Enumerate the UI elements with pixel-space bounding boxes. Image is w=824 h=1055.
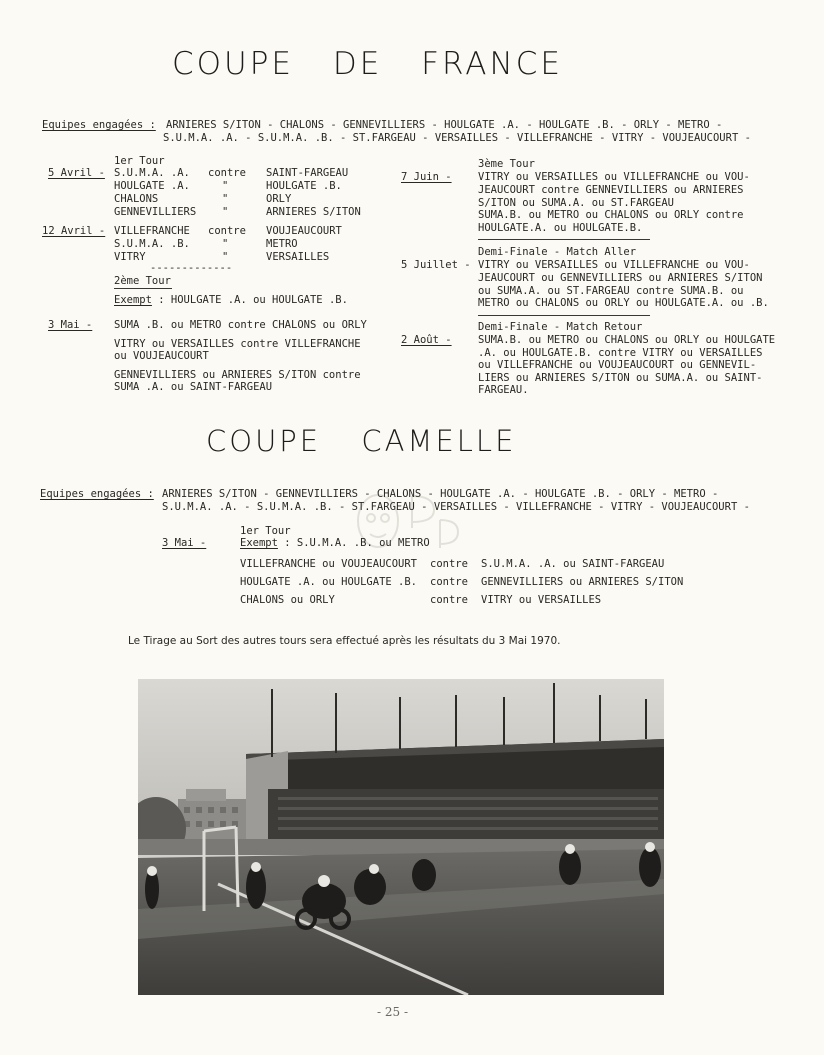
cc-row-2-contre: contre	[430, 594, 468, 606]
cdf-tour2-match3-l2: SUMA .A. ou SAINT-FARGEAU	[114, 381, 273, 393]
cc-equipes-line2: S.U.M.A. .A. - S.U.M.A. .B. - ST.FARGEAU - VERSAILLES - VILLEFRANCHE - VITRY - VOUJEAUCOURT -	[162, 501, 750, 513]
cc-row-1-contre: contre	[430, 576, 468, 588]
cdf-tour3-date: 7 Juin -	[401, 171, 452, 183]
cc-row-2-left: CHALONS ou ORLY	[240, 594, 335, 606]
cdf-tour1-right-1: HOULGATE .B.	[266, 180, 342, 192]
cdf-tour3-line-4: HOULGATE.A. ou HOULGATE.B.	[478, 222, 643, 234]
cc-equipes-label: Equipes engagées :	[40, 488, 154, 500]
coupe-camelle-title: COUPE CAMELLE	[206, 424, 517, 458]
cc-row-2-right: VITRY ou VERSAILLES	[481, 594, 602, 606]
cdf-demi-aller-line-2: ou SUMA.A. ou ST.FARGEAU contre SUMA.B. ou	[478, 285, 744, 297]
cdf-tour2-match2-l1: VITRY ou VERSAILLES contre VILLEFRANCHE	[114, 338, 361, 350]
cdf-tour1-contre-1: "	[222, 180, 229, 192]
cdf-tour1-contre-0: contre	[208, 167, 246, 179]
cdf-tour3-heading: 3ème Tour	[478, 158, 535, 170]
cdf-tour1-left-2: CHALONS	[114, 193, 159, 205]
cdf-demi-retour-date: 2 Août -	[401, 334, 452, 346]
cdf-tour3-line-3: SUMA.B. ou METRO ou CHALONS ou ORLY contre	[478, 209, 744, 221]
cdf-separator: -------------	[150, 262, 233, 274]
cdf-tour3-line-0: VITRY ou VERSAILLES ou VILLEFRANCHE ou VOU-	[478, 171, 750, 183]
cdf-tour2-date: 3 Mai -	[48, 319, 93, 331]
cdf-tour1-left-0: S.U.M.A. .A.	[114, 167, 190, 179]
cdf-tour3-divider	[478, 239, 650, 240]
cdf-equipes-label: Equipes engagées :	[42, 119, 156, 131]
cc-tour1-date: 3 Mai -	[162, 537, 207, 549]
cdf-tour2-exempt: Exempt : HOULGATE .A. ou HOULGATE .B.	[114, 294, 348, 306]
cdf-demi-aller-date: 5 Juillet -	[401, 259, 471, 271]
cc-row-1-right: GENNEVILLIERS ou ARNIERES S/ITON	[481, 576, 684, 588]
page-number: - 25 -	[377, 1005, 409, 1019]
cc-tour1-exempt: Exempt : S.U.M.A. .B. ou METRO	[240, 537, 430, 549]
cc-row-0-left: VILLEFRANCHE ou VOUJEAUCOURT	[240, 558, 418, 570]
cdf-tour3-line-1: JEAUCOURT contre GENNEVILLIERS ou ARNIERES	[478, 184, 744, 196]
cdf-tour2-match1: SUMA .B. ou METRO contre CHALONS ou ORLY	[114, 319, 367, 331]
cdf-tour3-line-2: S/ITON ou SUMA.A. ou ST.FARGEAU	[478, 197, 674, 209]
cdf-tour1-contre-6: "	[222, 251, 229, 263]
cdf-demi-aller-line-1: JEAUCOURT ou GENNEVILLIERS ou ARNIERES S/ITON	[478, 272, 763, 284]
coupe-de-france-title: COUPE DE FRANCE	[172, 46, 563, 82]
cdf-demi-retour-line-3: LIERS ou ARNIERES S/ITON ou SUMA.A. ou SAINT-	[478, 372, 763, 384]
cdf-tour1-left-3: GENNEVILLIERS	[114, 206, 197, 218]
cdf-tour2-heading: 2ème Tour	[114, 275, 171, 287]
cc-equipes-line1: ARNIERES S/ITON - GENNEVILLIERS - CHALONS - HOULGATE .A. - HOULGATE .B. - ORLY - METRO -	[162, 488, 719, 500]
tirage-notice: Le Tirage au Sort des autres tours sera effectué après les résultats du 3 Mai 1970.	[128, 635, 561, 647]
cdf-tour1-right-3: ARNIERES S/ITON	[266, 206, 361, 218]
cdf-tour1-right-6: VERSAILLES	[266, 251, 330, 263]
cdf-tour1-contre-4: contre	[208, 225, 246, 237]
cdf-tour1-right-2: ORLY	[266, 193, 292, 205]
cdf-tour1-right-0: SAINT-FARGEAU	[266, 167, 349, 179]
cdf-equipes-line2: S.U.M.A. .A. - S.U.M.A. .B. - ST.FARGEAU - VERSAILLES - VILLEFRANCHE - VITRY - VOUJEAUCOURT -	[163, 132, 751, 144]
cdf-tour2-match2-l2: ou VOUJEAUCOURT	[114, 350, 209, 362]
cdf-demi-aller-divider	[478, 315, 650, 316]
cdf-demi-retour-line-0: SUMA.B. ou METRO ou CHALONS ou ORLY ou HOULGATE	[478, 334, 776, 346]
cdf-tour1-contre-5: "	[222, 238, 229, 250]
cdf-tour2-heading-underline	[114, 288, 172, 289]
cdf-demi-retour-heading: Demi-Finale - Match Retour	[478, 321, 643, 333]
cdf-tour1-heading: 1er Tour	[114, 155, 165, 167]
cdf-tour1-left-4: VILLEFRANCHE	[114, 225, 190, 237]
cdf-demi-aller-line-0: VITRY ou VERSAILLES ou VILLEFRANCHE ou VOU-	[478, 259, 750, 271]
cdf-demi-retour-line-2: ou VILLEFRANCHE ou VOUJEAUCOURT ou GENNEVIL-	[478, 359, 757, 371]
cdf-demi-retour-line-4: FARGEAU.	[478, 384, 529, 396]
speedway-photo	[138, 679, 664, 995]
cdf-demi-retour-line-1: .A. ou HOULGATE.B. contre VITRY ou VERSAILLES	[478, 347, 763, 359]
cdf-tour1-right-4: VOUJEAUCOURT	[266, 225, 342, 237]
cc-row-1-left: HOULGATE .A. ou HOULGATE .B.	[240, 576, 418, 588]
cdf-equipes-line1: ARNIERES S/ITON - CHALONS - GENNEVILLIERS - HOULGATE .A. - HOULGATE .B. - ORLY - METRO -	[166, 119, 723, 131]
cdf-tour1-left-1: HOULGATE .A.	[114, 180, 190, 192]
cdf-tour2-match3-l1: GENNEVILLIERS ou ARNIERES S/ITON contre	[114, 369, 361, 381]
cdf-demi-aller-line-3: METRO ou CHALONS ou ORLY ou HOULGATE.A. ou .B.	[478, 297, 769, 309]
cc-tour1-heading: 1er Tour	[240, 525, 291, 537]
cdf-tour1-right-5: METRO	[266, 238, 298, 250]
cdf-tour1-contre-2: "	[222, 193, 229, 205]
cdf-tour1-left-5: S.U.M.A. .B.	[114, 238, 190, 250]
cdf-tour1-left-6: VITRY	[114, 251, 146, 263]
cdf-demi-aller-heading: Demi-Finale - Match Aller	[478, 246, 637, 258]
cdf-tour1-contre-3: "	[222, 206, 229, 218]
cdf-tour1-date1: 5 Avril -	[48, 167, 105, 179]
cc-row-0-contre: contre	[430, 558, 468, 570]
cc-row-0-right: S.U.M.A. .A. ou SAINT-FARGEAU	[481, 558, 665, 570]
cdf-tour1-date2: 12 Avril -	[42, 225, 106, 237]
